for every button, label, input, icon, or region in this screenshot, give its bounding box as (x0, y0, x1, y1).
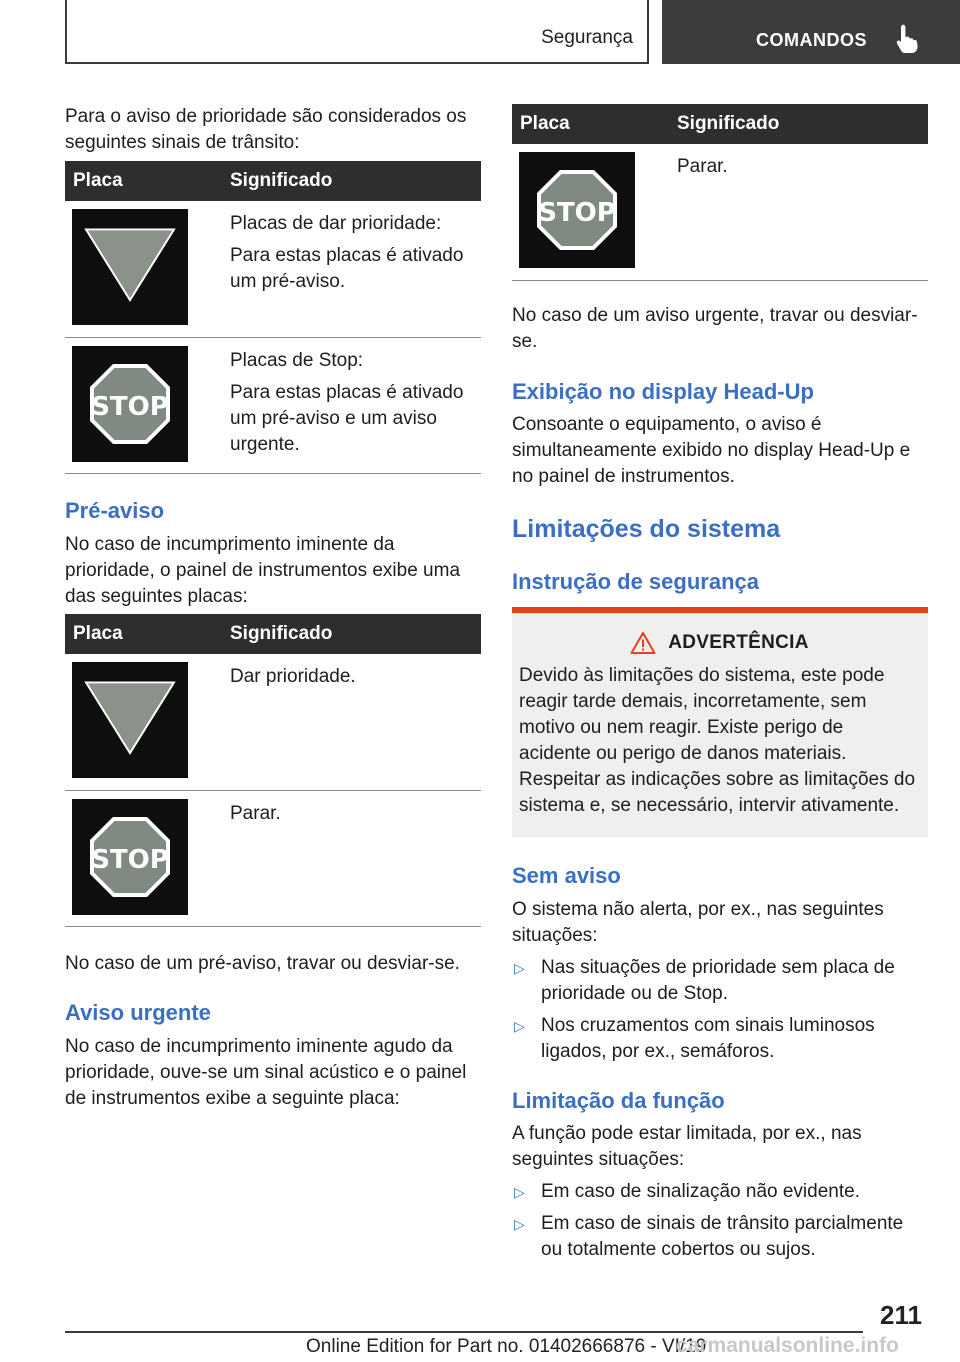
header-chapter-title: COMANDOS (756, 30, 867, 50)
table-header-significado: Significado (677, 104, 928, 144)
header-section-box (65, 0, 649, 64)
urgente-paragraph: No caso de incumprimento iminente agudo da prioridade, ouve-se um sinal acústico e o painel de instrumentos exibe a seguinte placa: (65, 1036, 467, 1109)
sign-meaning-line: Parar. (230, 802, 281, 824)
warning-triangle-icon (630, 631, 656, 655)
watermark: carmanualsonline.info (676, 1334, 899, 1357)
preaviso-paragraph: No caso de incumprimento iminente da prioridade, o painel de instrumentos exibe uma das seguintes placas: (65, 534, 461, 607)
sign-image (72, 346, 188, 462)
table-row (65, 654, 481, 790)
triangle-bullet-icon: ▷ (514, 1184, 525, 1200)
table-row (65, 790, 481, 926)
table-header-placa: Placa (512, 104, 677, 144)
sign-meaning-line: Placas de dar prioridade: (230, 213, 442, 234)
sign-image (72, 799, 188, 915)
footer-edition: Online Edition for Part no. 01402666876 - VI/19 (306, 1336, 707, 1357)
sign-image (72, 209, 188, 325)
header-section-title: Segurança (541, 27, 633, 48)
table-row (65, 201, 481, 337)
hud-heading: Exibição no display Head-Up (512, 379, 814, 404)
yield-sign-icon (82, 219, 178, 315)
sem-aviso-paragraph: O sistema não alerta, por ex., nas seguintes situações: (512, 899, 884, 946)
signs-table-3 (512, 104, 928, 281)
sign-meaning-line: Dar prioridade. (230, 666, 356, 687)
limitacao-funcao-list (512, 1179, 928, 1263)
footer-divider (65, 1331, 863, 1333)
list-item: ▷ Nas situações de prioridade sem placa de prioridade ou de Stop. (514, 957, 895, 1004)
urgente-heading: Aviso urgente (65, 1000, 211, 1025)
triangle-bullet-icon: ▷ (514, 1216, 525, 1232)
sem-aviso-list (512, 955, 928, 1065)
limitacao-funcao-heading: Limitação da função (512, 1088, 725, 1113)
table-header-significado: Significado (230, 614, 481, 654)
yield-sign-icon (82, 672, 178, 768)
svg-text:STOP: STOP (538, 198, 616, 228)
sem-aviso-heading: Sem aviso (512, 863, 621, 888)
hud-paragraph: Consoante o equipamento, o aviso é simultaneamente exibido no display Head-Up e no painel de instrumentos. (512, 414, 911, 487)
signs-table-2 (65, 614, 481, 927)
preaviso-action: No caso de um pré-aviso, travar ou desviar-se. (65, 953, 460, 974)
table-header-significado: Significado (230, 161, 481, 201)
limitacoes-heading: Limitações do sistema (512, 515, 781, 543)
stop-sign-icon (88, 815, 172, 899)
limitacao-funcao-paragraph: A função pode estar limitada, por ex., nas seguintes situações: (512, 1123, 862, 1170)
table-row (512, 144, 928, 280)
instrucao-heading: Instrução de segurança (512, 569, 759, 594)
svg-text:STOP: STOP (91, 844, 169, 875)
table-row (65, 337, 481, 473)
sign-meaning-line: Para estas placas é ativado um pré-aviso e um aviso urgente. (230, 381, 464, 455)
sign-meaning-line: Parar. (677, 156, 728, 177)
table-header-placa: Placa (65, 614, 230, 654)
preaviso-heading: Pré-aviso (65, 498, 165, 523)
stop-sign-icon (535, 168, 619, 252)
sign-meaning-line: Para estas placas é ativado um pré-aviso. (230, 245, 464, 292)
triangle-bullet-icon: ▷ (514, 1018, 525, 1034)
list-item: ▷ Em caso de sinais de trânsito parcialmente ou totalmente cobertos ou sujos. (514, 1213, 904, 1260)
sign-image (519, 152, 635, 268)
page-number: 211 (880, 1300, 922, 1330)
warning-text: Devido às limitações do sistema, este pode reagir tarde demais, incorretamente, sem motivo ou nem reagir. Existe perigo de acidente ou perigo de danos materiais. Respeitar as indicações sobre as limitações do sistema e, se necessário, intervir ativamente. (519, 665, 916, 816)
pointing-hand-icon (894, 24, 920, 54)
table-header-placa: Placa (65, 161, 230, 201)
warning-box (512, 607, 928, 837)
svg-text:STOP: STOP (91, 391, 169, 422)
stop-sign-icon (88, 362, 172, 446)
sign-meaning-line: Placas de Stop: (230, 349, 364, 371)
warning-title: ADVERTÊNCIA (668, 632, 809, 653)
sign-image (72, 662, 188, 778)
triangle-bullet-icon: ▷ (514, 960, 525, 976)
urgente-action: No caso de um aviso urgente, travar ou desviar-se. (512, 305, 918, 352)
warning-header (519, 631, 920, 655)
list-item: ▷ Nos cruzamentos com sinais luminosos ligados, por ex., semáforos. (514, 1015, 875, 1062)
intro-paragraph: Para o aviso de prioridade são considerados os seguintes sinais de trânsito: (65, 106, 467, 153)
signs-table-1 (65, 161, 481, 474)
list-item: ▷ Em caso de sinalização não evidente. (512, 1179, 928, 1205)
header-chapter-box (662, 0, 960, 64)
